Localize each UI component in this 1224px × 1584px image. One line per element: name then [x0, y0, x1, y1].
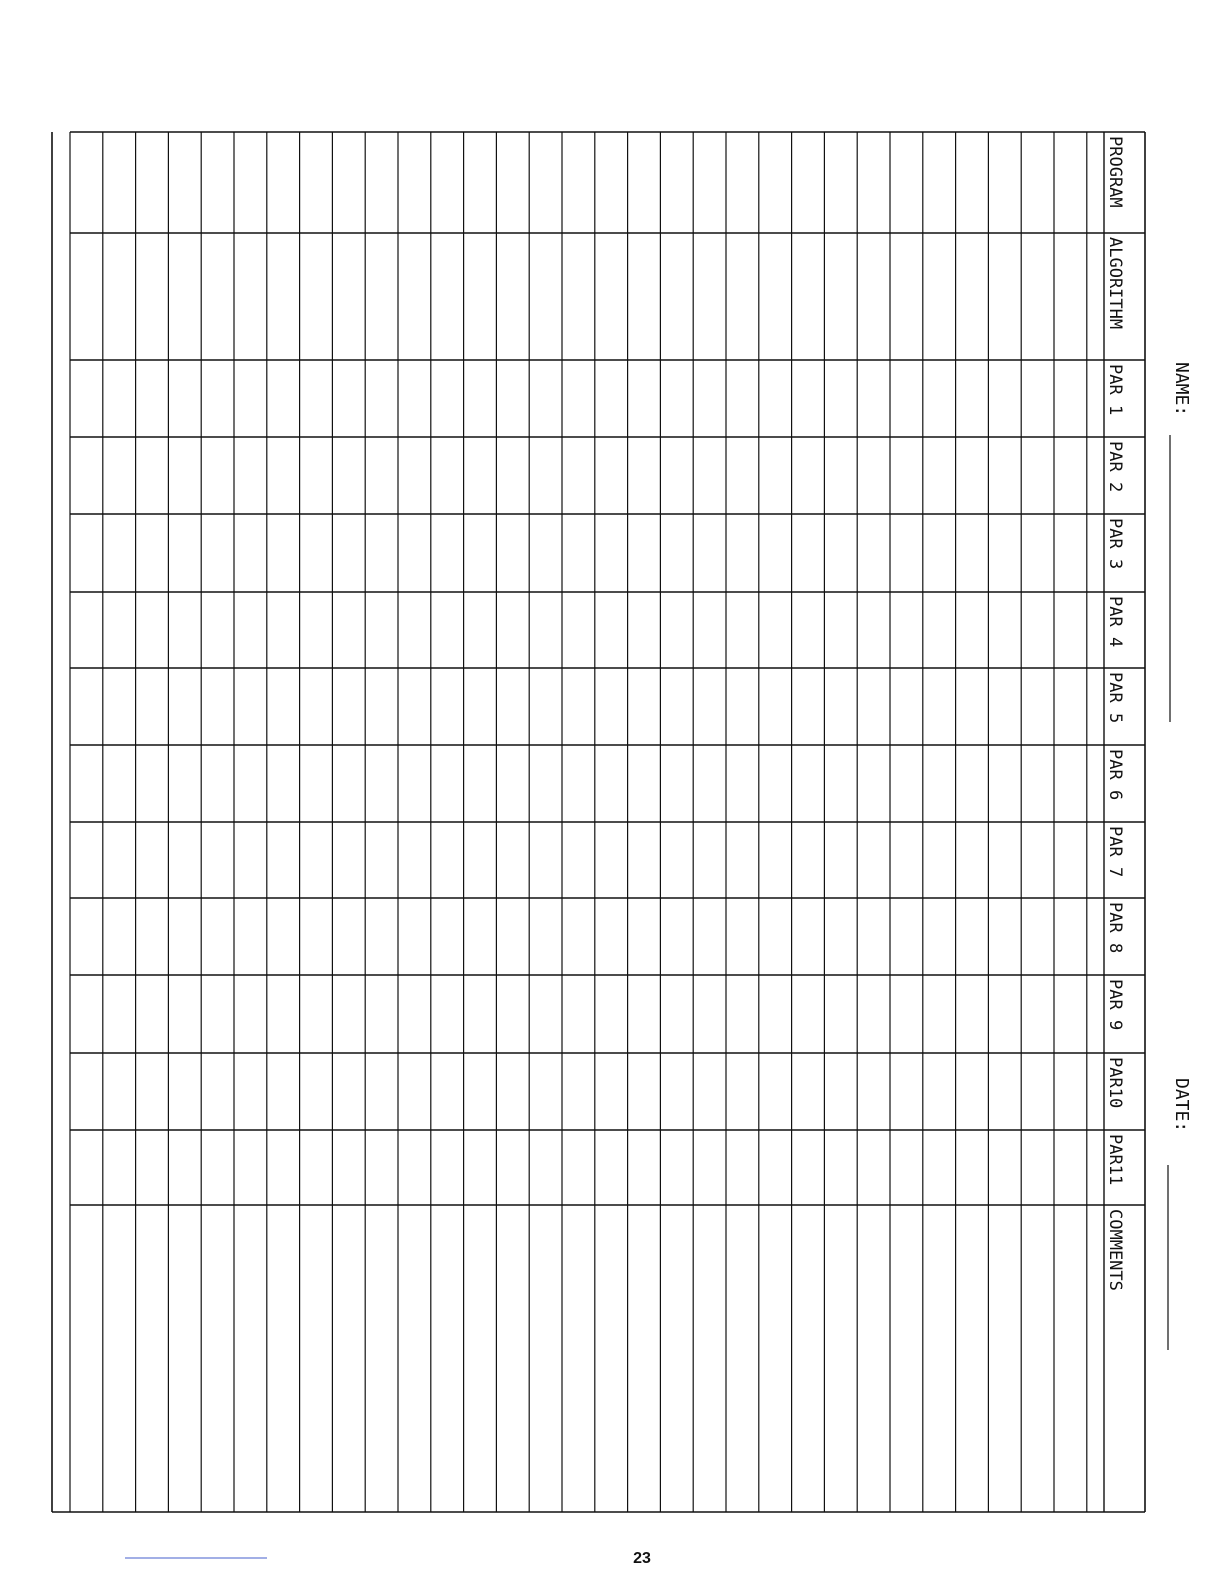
column-label: PAR 8 [1105, 902, 1125, 954]
column-label: PAR11 [1105, 1134, 1125, 1186]
column-labels [1105, 136, 1125, 1291]
name-field[interactable] [1170, 362, 1192, 722]
column-label: COMMENTS [1105, 1209, 1125, 1291]
column-label: PAR 5 [1105, 672, 1125, 724]
page-number: 23 [633, 1550, 651, 1567]
column-label: PAR 7 [1105, 826, 1125, 878]
column-label: PAR 2 [1105, 441, 1125, 493]
column-label: PAR 9 [1105, 979, 1125, 1031]
column-label: PAR 1 [1105, 364, 1125, 416]
column-label: PROGRAM [1105, 136, 1125, 208]
column-label: PAR 3 [1105, 518, 1125, 570]
date-label: DATE: [1171, 1078, 1192, 1133]
column-label: PAR 6 [1105, 749, 1125, 801]
form-grid [52, 132, 1145, 1512]
date-field[interactable] [1168, 1078, 1192, 1350]
column-label: ALGORITHM [1105, 237, 1125, 330]
column-label: PAR 4 [1105, 596, 1125, 648]
name-label: NAME: [1171, 362, 1192, 417]
column-label: PAR10 [1105, 1057, 1125, 1109]
